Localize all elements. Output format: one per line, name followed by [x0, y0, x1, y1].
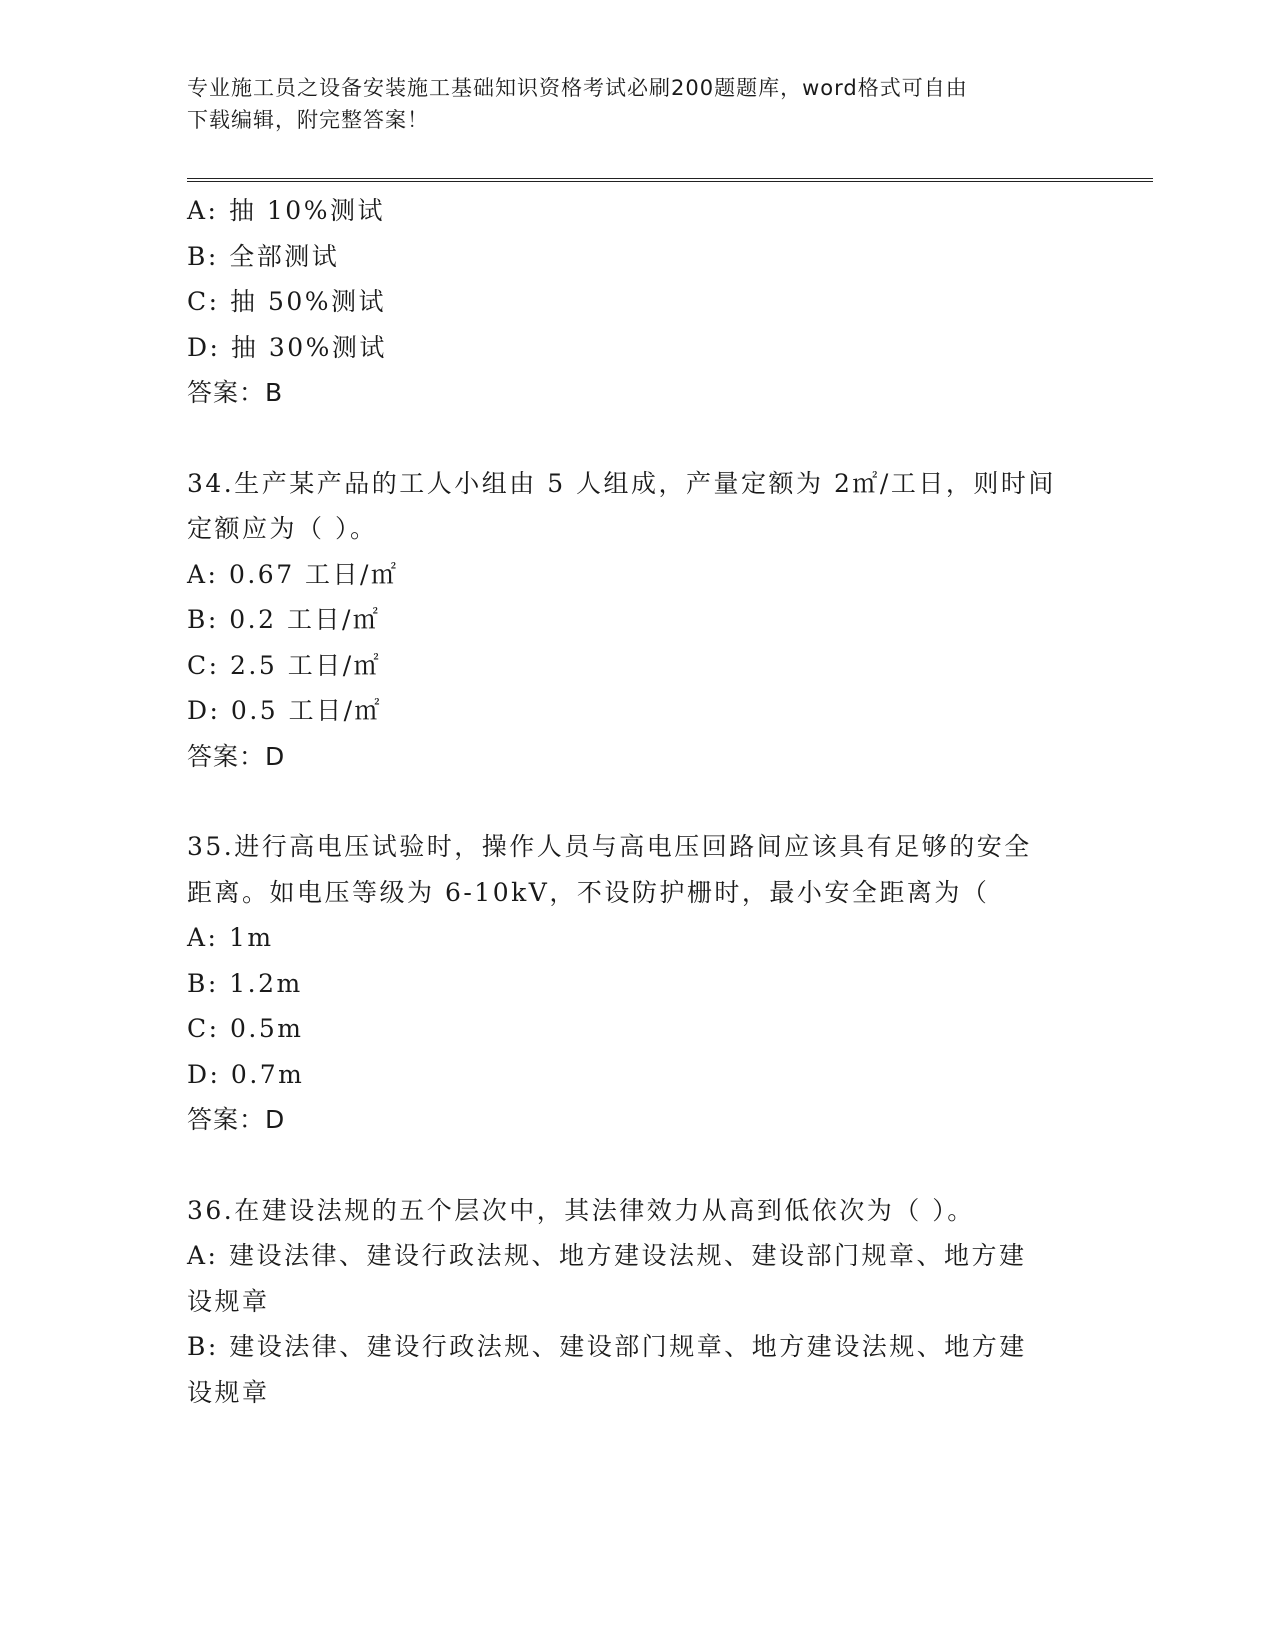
option-label: A:	[187, 1241, 219, 1270]
question-36	[187, 1188, 1087, 1416]
option-label: B:	[187, 605, 219, 634]
option-label: D:	[187, 332, 221, 362]
option-b	[187, 961, 1087, 1007]
option-text: 2.5 工日/㎡	[230, 650, 382, 680]
option-d	[187, 325, 1087, 371]
option-label: B:	[187, 241, 219, 271]
answer-line: 答案：D	[187, 741, 286, 771]
header-divider	[187, 178, 1153, 182]
answer-line: 答案：D	[187, 1105, 286, 1134]
option-label: A:	[187, 923, 219, 952]
question-content	[187, 188, 1087, 1415]
header-line-2: 下载编辑，附完整答案！	[187, 108, 429, 132]
question-35	[187, 824, 1087, 1143]
option-text: 1.2m	[229, 968, 303, 998]
option-text: 0.5m	[230, 1014, 304, 1043]
option-text: 0.5 工日/㎡	[230, 696, 383, 725]
option-a	[187, 188, 1087, 234]
option-a	[187, 1233, 1087, 1279]
option-a-continuation: 设规章	[187, 1286, 270, 1316]
option-a	[187, 915, 1087, 961]
question-stem-line-1: 36.在建设法规的五个层次中，其法律效力从高到低依次为（ ）。	[187, 1195, 975, 1225]
option-label: C:	[187, 1014, 220, 1043]
option-d	[187, 1052, 1087, 1098]
option-label: B:	[187, 1332, 219, 1361]
option-label: D:	[187, 1059, 221, 1089]
answer-line: 答案：B	[187, 378, 284, 407]
option-d	[187, 688, 1087, 734]
option-c	[187, 279, 1087, 325]
option-text: 全部测试	[229, 241, 340, 271]
question-33	[187, 188, 1087, 416]
option-text: 抽 50%测试	[230, 287, 387, 316]
option-label: B:	[187, 968, 219, 998]
option-label: A:	[187, 196, 219, 225]
option-text: 0.67 工日/㎡	[228, 559, 399, 589]
spacer	[187, 779, 1087, 824]
option-b	[187, 234, 1087, 280]
option-b-continuation: 设规章	[187, 1377, 270, 1407]
option-a	[187, 552, 1087, 598]
option-text: 建设法律、建设行政法规、地方建设法规、建设部门规章、地方建	[228, 1241, 1027, 1270]
question-stem-line-2: 距离。如电压等级为 6-10kV，不设防护栅时，最小安全距离为（	[187, 877, 990, 907]
document-header	[187, 72, 1087, 136]
option-label: C:	[187, 650, 220, 680]
option-label: C:	[187, 287, 220, 316]
option-text: 建设法律、建设行政法规、建设部门规章、地方建设法规、地方建	[229, 1332, 1027, 1361]
option-b	[187, 1324, 1087, 1370]
option-text: 0.7m	[230, 1059, 305, 1089]
question-34	[187, 461, 1087, 780]
question-stem-line-1: 34.生产某产品的工人小组由 5 人组成，产量定额为 2㎡/工日，则时间	[187, 468, 1056, 498]
option-text: 抽 30%测试	[230, 332, 387, 362]
option-text: 抽 10%测试	[228, 196, 385, 225]
option-b	[187, 597, 1087, 643]
option-text: 1m	[228, 923, 274, 952]
option-c	[187, 1006, 1087, 1052]
header-line-1: 专业施工员之设备安装施工基础知识资格考试必刷200题题库，word格式可自由	[187, 76, 968, 100]
spacer	[187, 1143, 1087, 1188]
option-c	[187, 643, 1087, 689]
option-text: 0.2 工日/㎡	[229, 605, 381, 634]
question-stem-line-2: 定额应为（ ）。	[187, 514, 378, 543]
spacer	[187, 416, 1087, 461]
option-label: D:	[187, 696, 221, 725]
question-stem-line-1: 35.进行高电压试验时，操作人员与高电压回路间应该具有足够的安全	[187, 832, 1032, 861]
option-label: A:	[187, 559, 219, 589]
